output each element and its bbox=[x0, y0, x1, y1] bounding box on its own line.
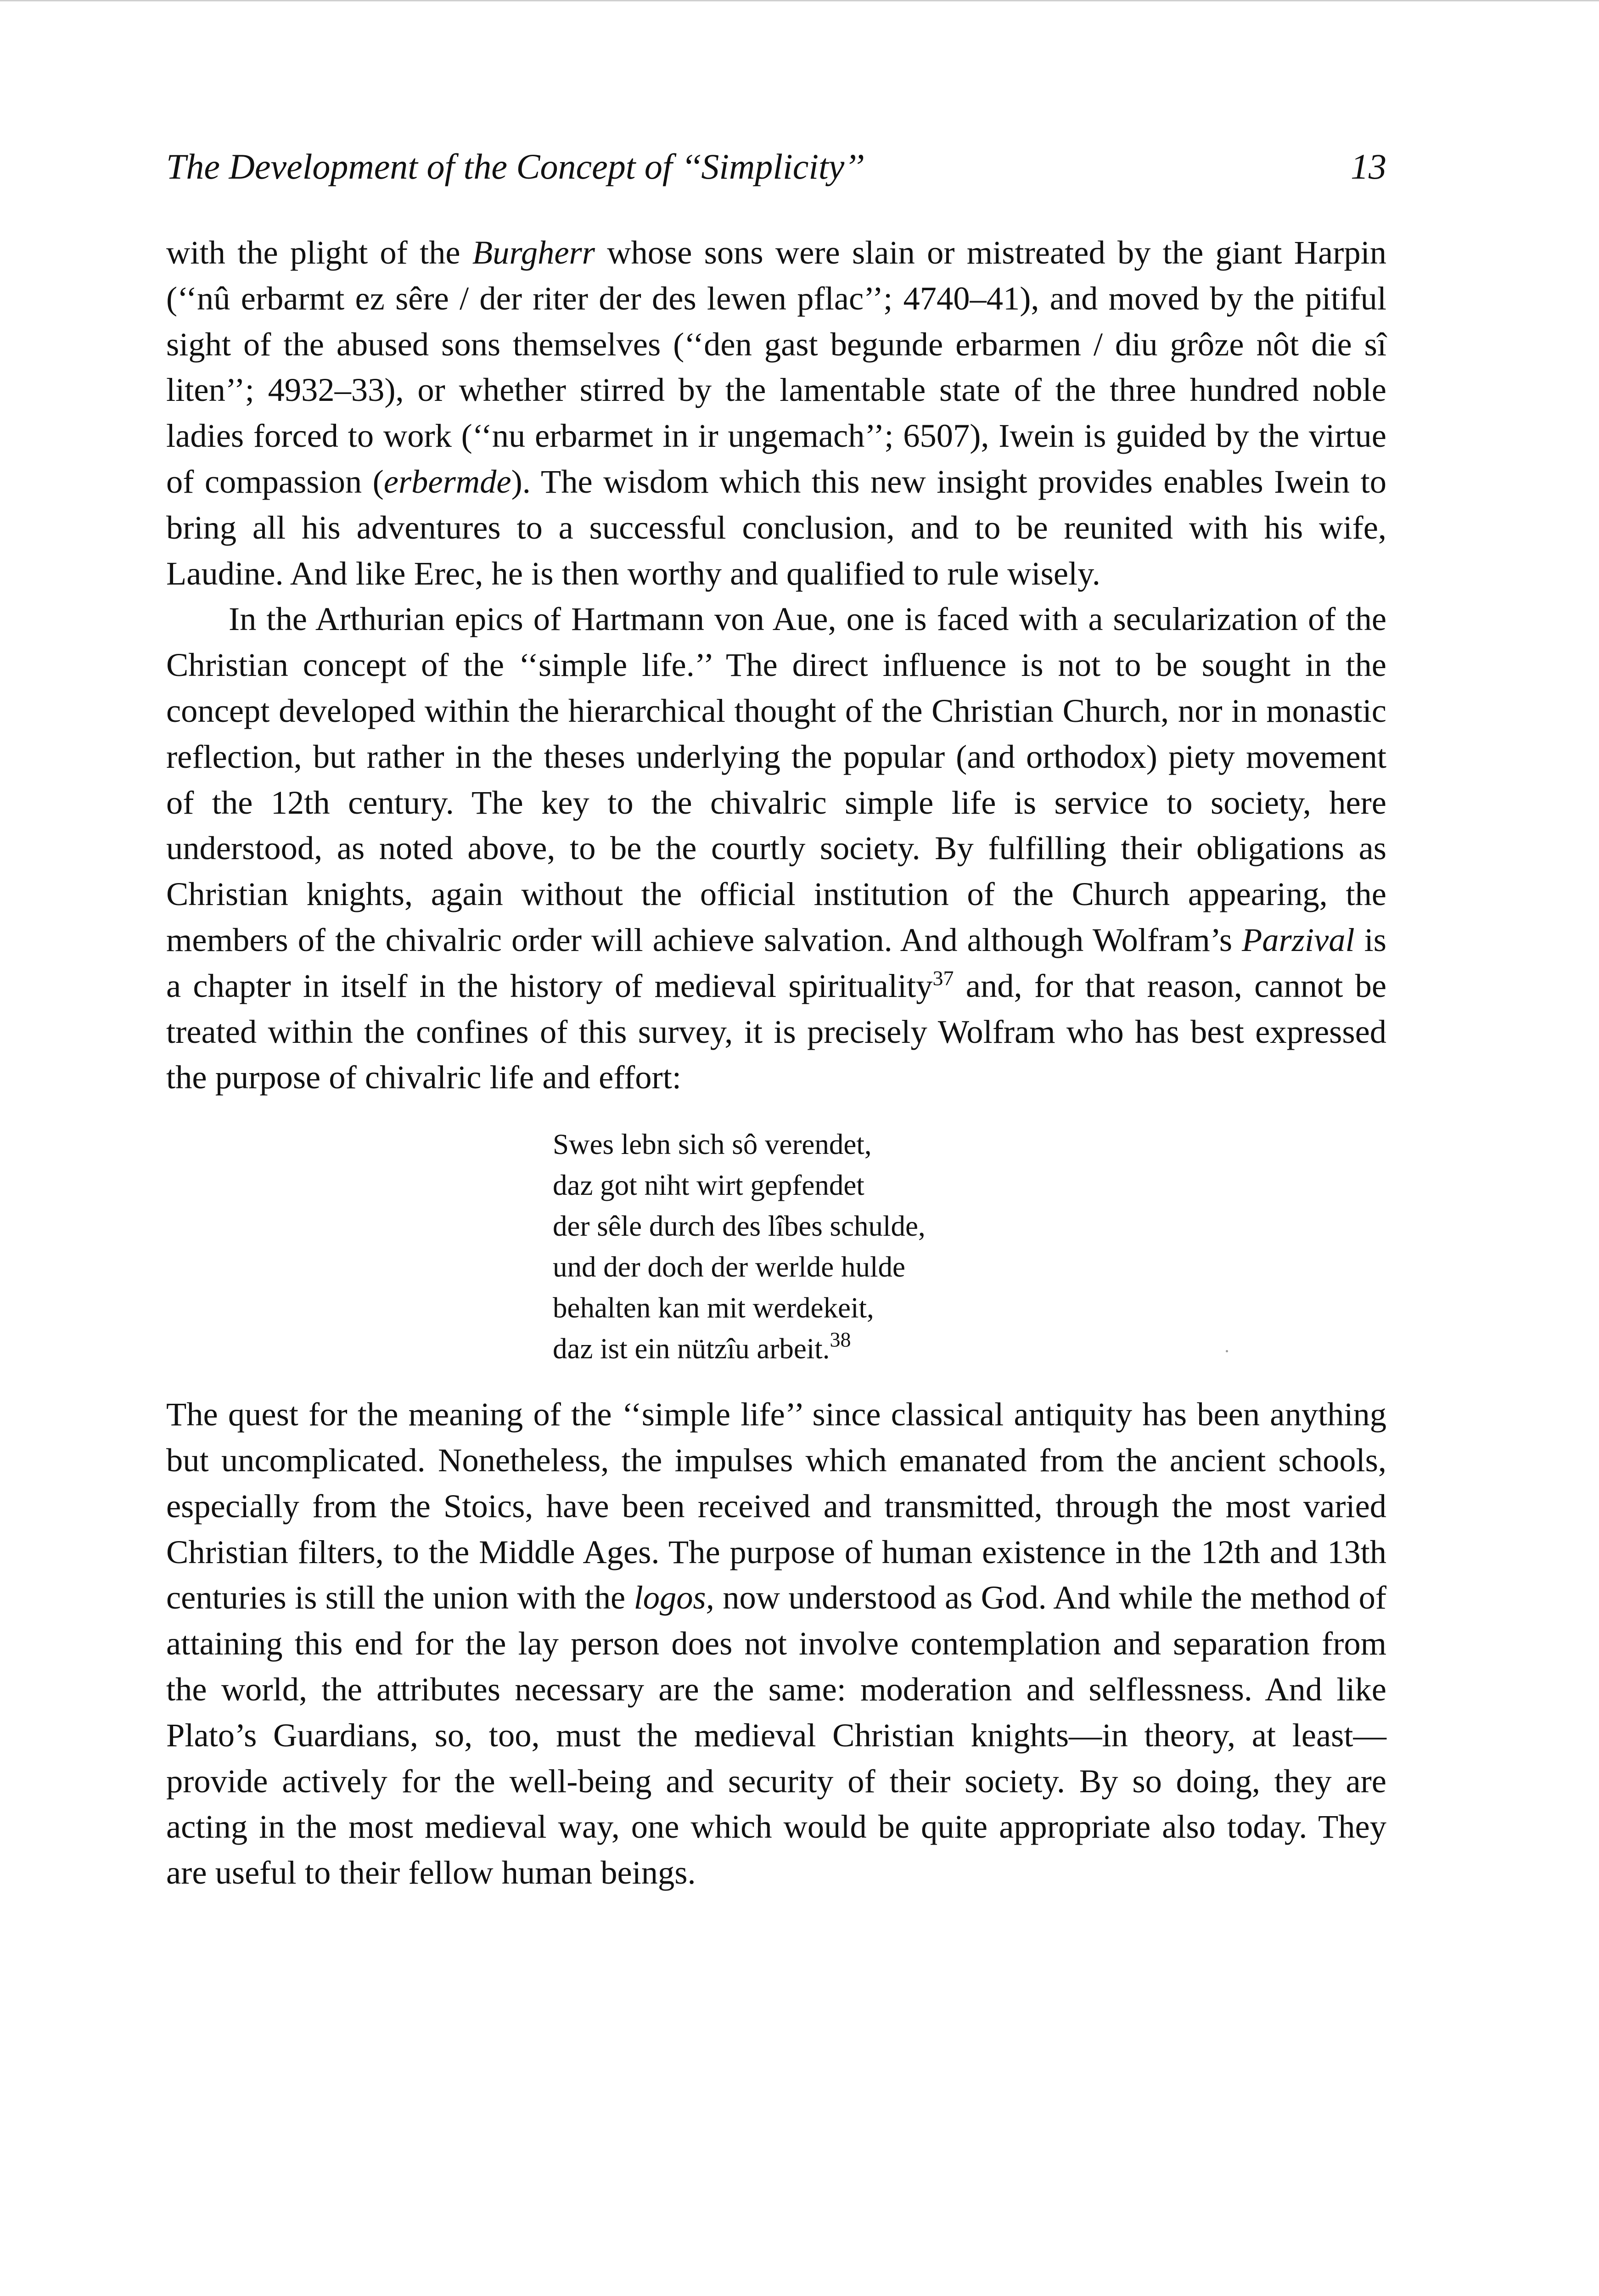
paragraph-text: The quest for the meaning of the ‘‘simple life’’ since classical antiquity has been anything but uncomplicated. Nonetheless, the impulses which emanated from the ancient schools, especially from the Stoics, have been received and transmitted, through the most varied Christian filters, to the Middle Ages. The purpose of human existence in the 12th and 13th centuries is still the union with the bbox=[166, 1396, 1386, 1616]
body-text bbox=[166, 230, 1386, 1896]
italic-term-logos: logos, bbox=[634, 1579, 714, 1616]
page-number: 13 bbox=[1351, 146, 1386, 186]
verse-line-last bbox=[553, 1328, 1386, 1369]
paragraph-iwein-compassion bbox=[166, 230, 1386, 596]
verse-line: behalten kan mit werdekeit, bbox=[553, 1292, 874, 1324]
footnote-marker-38: 38 bbox=[830, 1328, 851, 1351]
paragraph-text: ). The wisdom which this new insight provides enables Iwein to bring all his adventures to a successful conclusion, and to be reunited with his wife, Laudine. And like Erec, he is then worthy and qualified to rule wisely. bbox=[166, 462, 1386, 592]
paragraph-text: In the Arthurian epics of Hartmann von Aue, one is faced with a secularization of the Christian concept of the ‘‘simple life.’’ The direct influence is not to be sought in the concept developed within the hierarchical thought of the Christian Church, nor in monastic reflection, but rather in the theses underlying the popular (and orthodox) piety movement of the 12th century. The key to the chivalric simple life is service to society, here understood, as noted above, to be the courtly society. By fulfilling their obligations as Christian knights, again without the official institution of the Church appearing, the members of the chivalric order will achieve salvation. And although Wolfram’s bbox=[166, 600, 1386, 958]
paragraph-text: and, for that reason, cannot be treated within the confines of this survey, it is precisely Wolfram who has best expressed the purpose of chivalric life and effort: bbox=[166, 967, 1387, 1096]
paragraph-text: now understood as God. And while the method of attaining this end for the lay person does not involve contemplation and separation from the world, the attributes necessary are the same: moderation and selflessness. And like Plato’s Guardians, so, too, must the medieval Christian knights—in theory, at least—provide actively for the well-being and security of their society. By so doing, they are acting in the most medieval way, one which would be quite appropriate also today. They are useful to their fellow human beings. bbox=[166, 1579, 1386, 1891]
verse-line-text: daz ist ein nützîu arbeit. bbox=[553, 1333, 830, 1365]
verse-quotation bbox=[553, 1124, 1386, 1369]
page-top-edge bbox=[0, 0, 1599, 1]
running-head bbox=[166, 146, 1386, 187]
verse-line: und der doch der werlde hulde bbox=[553, 1251, 905, 1283]
paragraph-text: with the plight of the bbox=[166, 234, 472, 271]
italic-title-parzival: Parzival bbox=[1242, 921, 1355, 958]
paragraph-text: is a chapter in itself in the history of medieval spirituality bbox=[166, 921, 1386, 1004]
footnote-marker-37: 37 bbox=[932, 966, 954, 990]
verse-line: daz got niht wirt gepfendet bbox=[553, 1169, 864, 1202]
italic-term-erbermde: erbermde bbox=[383, 462, 511, 500]
scan-speck bbox=[1226, 1350, 1228, 1352]
paragraph-arthurian-epics bbox=[166, 596, 1386, 1100]
italic-term-burgherr: Burgherr bbox=[472, 234, 595, 271]
verse-line: Swes lebn sich sô verendet, bbox=[553, 1128, 872, 1161]
paragraph-text: whose sons were slain or mistreated by the giant Harpin (‘‘nû erbarmt ez sêre / der riter der des lewen pflac’’; 4740–41), and moved by the pitiful sight of the abused sons themselves (‘‘den gast begunde erbarmen / diu grôze nôt die sî liten’’; 4932–33), or whether stirred by the lamentable state of the three hundred noble ladies forced to work (‘‘nu erbarmet in ir ungemach’’; 6507), Iwein is guided by the virtue of compassion ( bbox=[166, 234, 1387, 500]
verse-line: der sêle durch des lîbes schulde, bbox=[553, 1210, 926, 1243]
running-head-title: The Development of the Concept of ‘‘Simplicity’’ bbox=[166, 146, 864, 186]
paragraph-simple-life-quest bbox=[166, 1391, 1386, 1896]
